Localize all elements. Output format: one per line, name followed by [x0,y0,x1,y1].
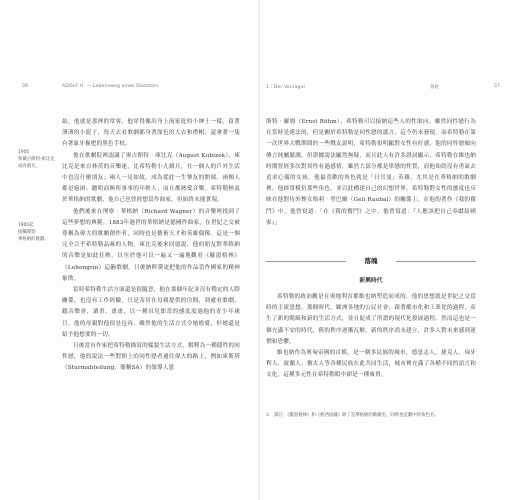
right-running-head: 1｜Der Versager [266,85,306,90]
section-divider [266,257,476,265]
right-body-text-top [266,117,476,229]
right-body-text-bottom [266,292,476,382]
footnote [266,412,476,419]
section-title: 落魄 [364,257,378,265]
paragraph: 日後當有作家把希特勒描寫的樣貌生活方式，解釋為一種隱性的同性戀，他的說法一些對照上的同性戀者通往偉大的路上，例如庫斯塔（Sturmabteilung，簡稱SA）的領導人恩 [62,343,240,372]
paragraph: 維也納作為奧匈帝國的首都，是一個多民族的城市，德意志人、捷克人、匈牙利人、波蘭人、猶太人等各種民族在此共同生活，城市裡充滿了各種不同的語言和文化。這種多元性在希特勒眼中卻是一種威脅。 [266,350,476,379]
margin-note-1905-kubizek: 1905 和戴古斯特‧庫比克 成為朋友。 [18,150,55,169]
paragraph: 當時希特勒生活方面還是很隨意，他在那個年紀並沒有穩定的人際關係，也沒有工作經驗，只是寄居在母親提供的房間，到處看歌劇、聽音樂會、讀書、畫畫，以一種吊兒郎當的態度度過他的青少年歲月。他的母親對他很是包容，雖然他的生活方式令她擔憂，但她還是給予他想要的一切。 [62,287,240,338]
chapter-tag: 魯蛇 [430,85,440,90]
footnote-text: 譯註：《羅恩格林》和《帕西法爾》除了是華格納的歌劇名，同時也是劇中的角色名。 [274,413,439,418]
paragraph: 他們後來在理察‧華格納（Richard Wagner）的音樂裡找到了這些夢想的典範。1883年過世的華格納是德國作曲家，在世紀之交被尊稱為偉大的歌劇創作者，同時也是藝術天才和英雄偶像。這是一個完全合乎希特勒品味的人物，庫比克後來回憶說，他的朋友對華格納的音樂是如此狂熱，以至於他可以一遍又一遍地觀看《羅恩格林》（Lohengrin）這齣歌劇，日後納粹黨更把他的作品當作國家的精神象徵。 [62,208,240,282]
left-running-head: ADOLF H. — Lebensweg eines Diktators [62,84,159,89]
right-page [260,0,520,500]
footnote-mark: 3 [266,413,269,418]
margin-note-wagner: 1905起 接觸理察‧ 華格納的歌劇。 [18,223,49,242]
paragraph: 希特勒的政治觀是在奧地利首都維也納塑造而成的，他的思想就是世紀之交當時的主流思想。那個時代，歐洲各地的公民社會，藉著都市化和工業化的過程，產生了新的階級和新的生活方式，並且促成了所謂的現代化發展過程。然而這也是一個充滿不安的時代，舊的秩序逐漸瓦解，新的秩序尚未建立，許多人對未來感到迷惘和恐懼。 [266,294,476,345]
left-page-number: 36 [22,84,29,89]
divider-rule-right [396,261,476,262]
subheading: 新興時代 [359,278,383,284]
left-body-text [62,117,240,375]
paragraph: 斯特‧羅姆（Ernst Röhm），希特勒可以接納這些人的性取向，雖然同性戀行為在當時是違法的，但是關於希特勒是同性戀的謠言，這今仍未發現，而希特勒在第一次世界大戰期間的一些戰友說明，希特勒很明顯對女性有好感，他的同性戀傾向傳言純屬臆測。但證據說法顯然無疑，而且此人有許多證詞顯示，希特勒在維也納時期曾經多次對異性有過感情，雖然大部分都是單戀的性質，而他始終沒有勇氣去追求心儀的女孩。他最喜歡的角色就是「日耳曼」英雄，尤其是在華格納的歌劇裡，他經常模仿那些角色，並以此構建自己的幻想世界。希特勒對女性的態度也反映在他對待外甥女格莉‧勞巴爾（Geli Raubal）的關係上。在他的著作《我的奮鬥》中，他曾寫道：「在《我的奮鬥》之中，他曾寫道：『人應該把自己奉獻給國家』」 [266,119,476,226]
paragraph: 始，他就是那裡的常客，他穿得像出身上流家庭的小紳士一樣，留著薄薄的小髭子，每天去看歌劇都身著深色的大衣和禮帽，還拿著一隻有著象牙握把的黑色手杖。 [62,119,240,148]
right-page-number: 37 [494,84,501,89]
paragraph: 他在歌劇院裡認識了奧古斯特‧庫比克（August Kubizek），庫比克是來自林茨的音樂迷，比希特勒小九個月，在一個人的戶外生活中也沒什麼朋友；兩人一見如故，成為從此一生摯友的開端。兩個人都是窮困、聰明而無所事事的年輕人；而且都熱愛音樂。希特勒熱衷於華格納的歌劇，他自己也曾經想當作曲家，但始終未能實現。 [62,152,240,204]
